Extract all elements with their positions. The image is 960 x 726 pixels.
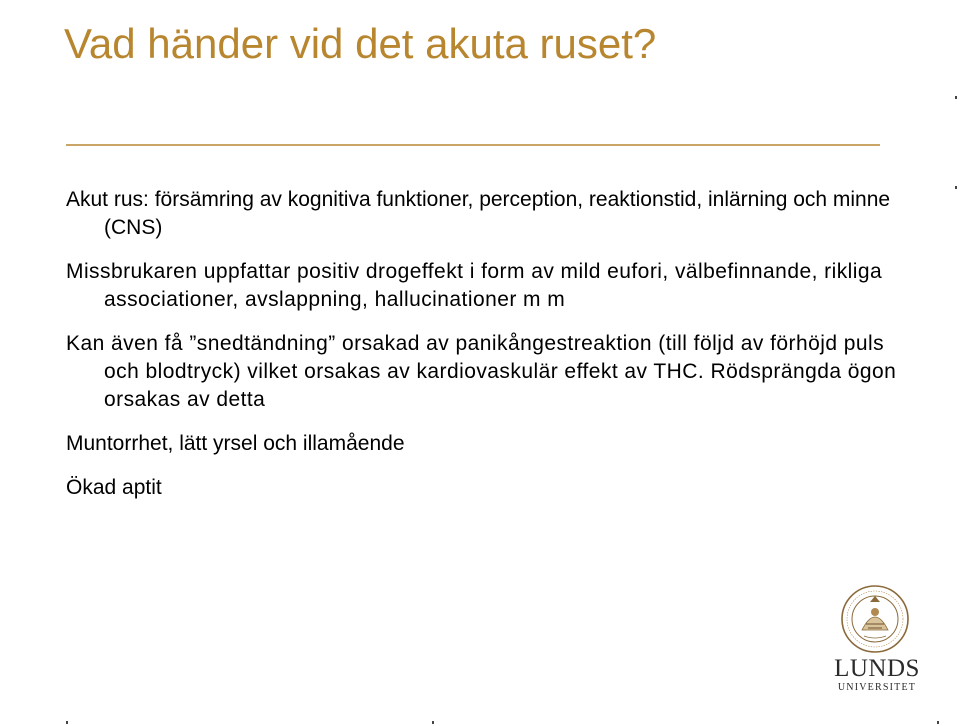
university-seal-icon [840, 584, 910, 654]
university-logo [828, 584, 928, 696]
corner-mark [432, 721, 434, 724]
bullet-panic-reaction: Kan även få ”snedtändning” orsakad av panikångestreaktion (till följd av förhöjd puls och blodtryck) vilket orsakas av kardiovaskulär effekt av THC. Rödsprängda ögon orsakas av detta [66, 332, 897, 411]
corner-mark [66, 721, 68, 724]
logo-wordmark: LUNDS [834, 655, 920, 682]
corner-mark [955, 186, 957, 189]
slide-title: Vad händer vid det akuta ruset? [64, 20, 657, 67]
bullet-acute-intoxication: Akut rus: försämring av kognitiva funktioner, perception, reaktionstid, inlärning och minne (CNS) [66, 188, 891, 239]
corner-mark [937, 721, 939, 724]
bullet-dry-mouth: Muntorrhet, lätt yrsel och illamående [66, 432, 405, 455]
corner-mark [955, 96, 957, 99]
bullet-appetite: Ökad aptit [66, 476, 162, 499]
logo-subtitle: UNIVERSITET [837, 682, 917, 693]
bullet-perceived-effects: Missbrukaren uppfattar positiv drogeffekt i form av mild eufori, välbefinnande, rikliga associationer, avslappning, hallucinationer m m [66, 260, 883, 311]
bullet-list [66, 186, 916, 502]
title-divider [66, 144, 880, 146]
